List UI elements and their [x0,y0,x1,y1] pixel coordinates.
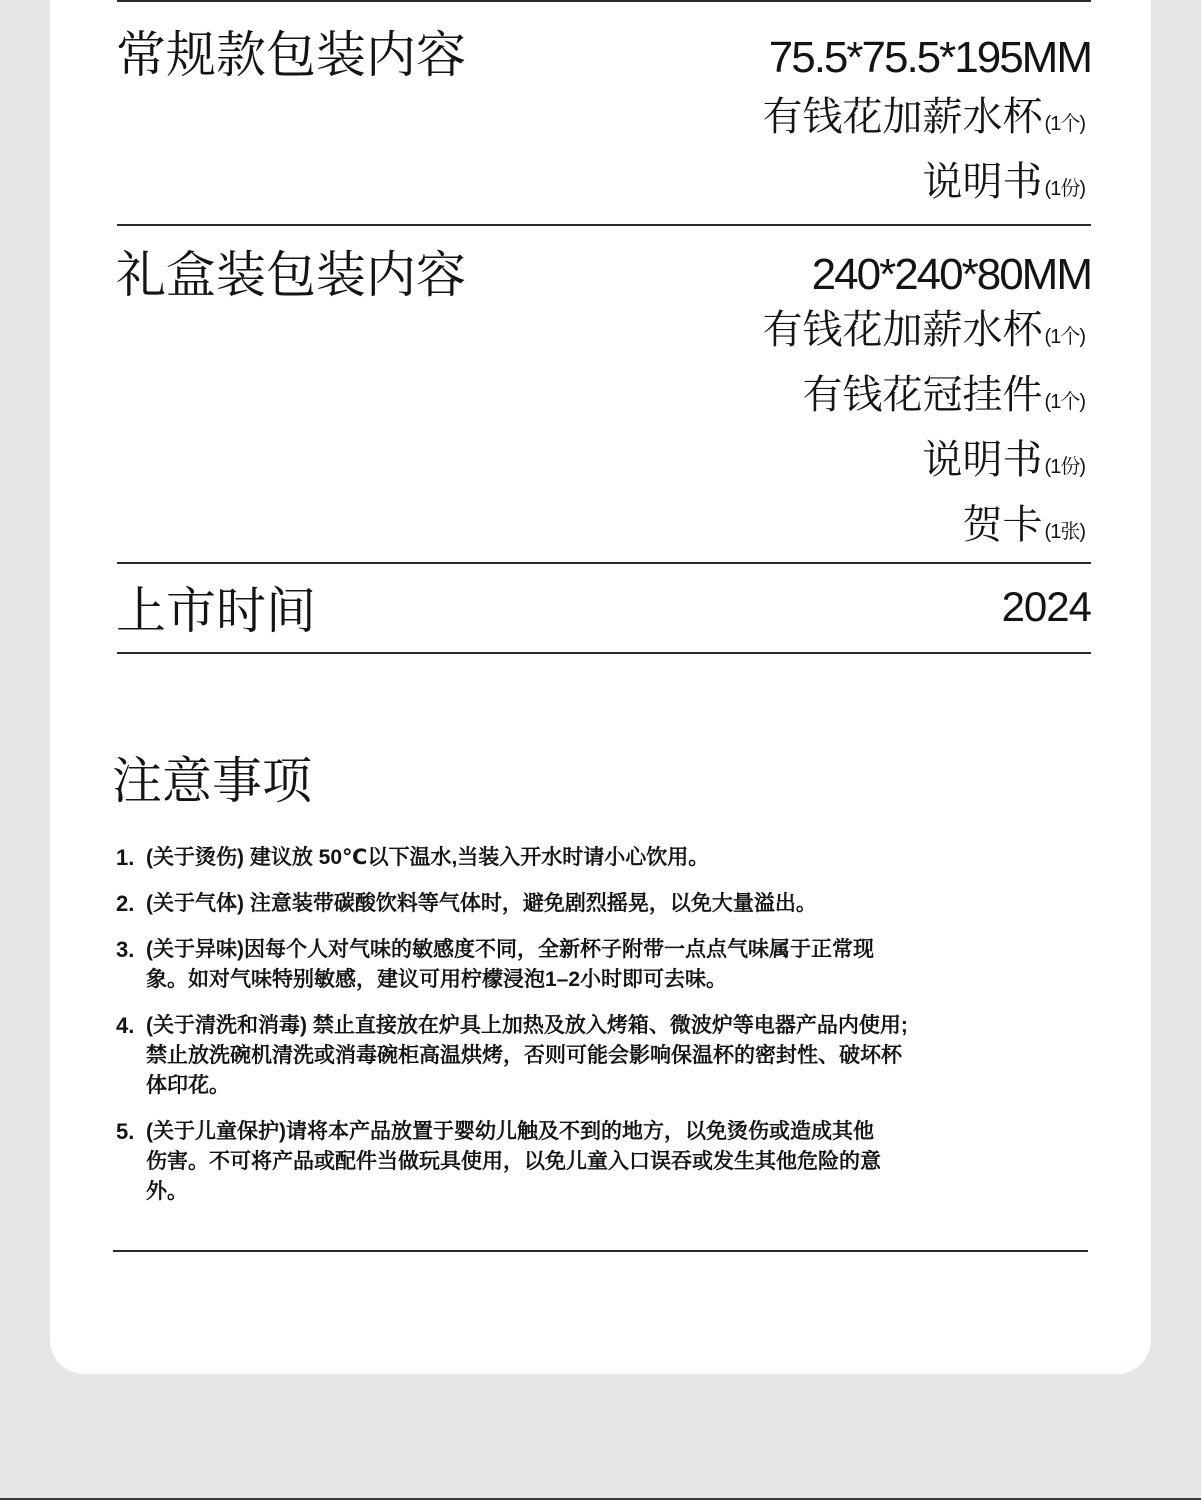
divider-gift [117,562,1091,564]
item-qty: (1个) [1044,113,1085,135]
note-text [146,889,1101,919]
note-text [146,1011,1101,1101]
note-text [146,935,1101,995]
note-number: 2. [116,891,135,916]
note-line: 伤害。不可将产品或配件当做玩具使用，以免儿童入口误吞或发生其他危险的意 [146,1150,881,1173]
note-item [116,843,1101,873]
note-line: (关于气体) 注意装带碳酸饮料等气体时，避免剧烈摇晃，以免大量溢出。 [146,892,817,915]
divider-release [117,652,1091,654]
standard-pack-dimensions: 75.5*75.5*195MM [768,33,1091,82]
list-item [763,496,1091,561]
list-item [763,431,1091,496]
note-item [116,1011,1101,1101]
note-item [116,889,1101,919]
item-name: 说明书 [922,438,1043,482]
gift-pack-title: 礼盒装包装内容 [116,247,466,303]
item-name: 有钱花冠挂件 [802,373,1043,417]
note-line: (关于儿童保护)请将本产品放置于婴幼儿触及不到的地方，以免烫伤或造成其他 [146,1120,874,1143]
notes-list [116,843,1101,1223]
release-year: 2024 [1001,583,1091,630]
note-number: 3. [116,937,135,962]
item-name: 有钱花加薪水杯 [762,95,1043,139]
note-line: (关于清洗和消毒) 禁止直接放在炉具上加热及放入烤箱、微波炉等电器产品内使用; [146,1014,908,1037]
note-text [146,843,1101,873]
gift-pack-dimensions: 240*240*80MM [811,250,1091,299]
divider-top [117,0,1091,2]
note-number: 4. [116,1013,135,1038]
list-item [763,153,1091,218]
note-line: 象。如对气味特别敏感，建议可用柠檬浸泡1–2小时即可去味。 [146,968,728,991]
standard-pack-title: 常规款包装内容 [116,27,466,83]
notes-title: 注意事项 [112,753,312,809]
list-item [763,88,1091,153]
gift-pack-details [762,250,1091,561]
note-number: 5. [116,1119,135,1144]
release-title: 上市时间 [116,583,316,639]
note-text [146,1117,1101,1207]
list-item [763,366,1091,431]
item-name: 说明书 [922,160,1043,204]
list-item [763,301,1091,366]
note-number: 1. [116,845,135,870]
divider-notes [113,1250,1088,1252]
item-qty: (1个) [1044,391,1085,413]
item-qty: (1份) [1044,178,1085,200]
item-qty: (1个) [1044,326,1085,348]
note-line: 体印花。 [146,1074,230,1097]
item-qty: (1张) [1044,521,1085,543]
item-qty: (1份) [1044,456,1085,478]
note-line: (关于烫伤) 建议放 50℃以下温水,当装入开水时请小心饮用。 [146,846,710,869]
item-name: 有钱花加薪水杯 [762,308,1043,352]
note-line: 外。 [146,1180,188,1203]
note-item [116,1117,1101,1207]
note-line: (关于异味)因每个人对气味的敏感度不同，全新杯子附带一点点气味属于正常现 [146,938,874,961]
item-name: 贺卡 [962,503,1043,547]
note-item [116,935,1101,995]
standard-pack-details [762,33,1091,218]
divider-standard [117,224,1091,226]
note-line: 禁止放洗碗机清洗或消毒碗柜高温烘烤，否则可能会影响保温杯的密封性、破坏杯 [146,1044,902,1067]
